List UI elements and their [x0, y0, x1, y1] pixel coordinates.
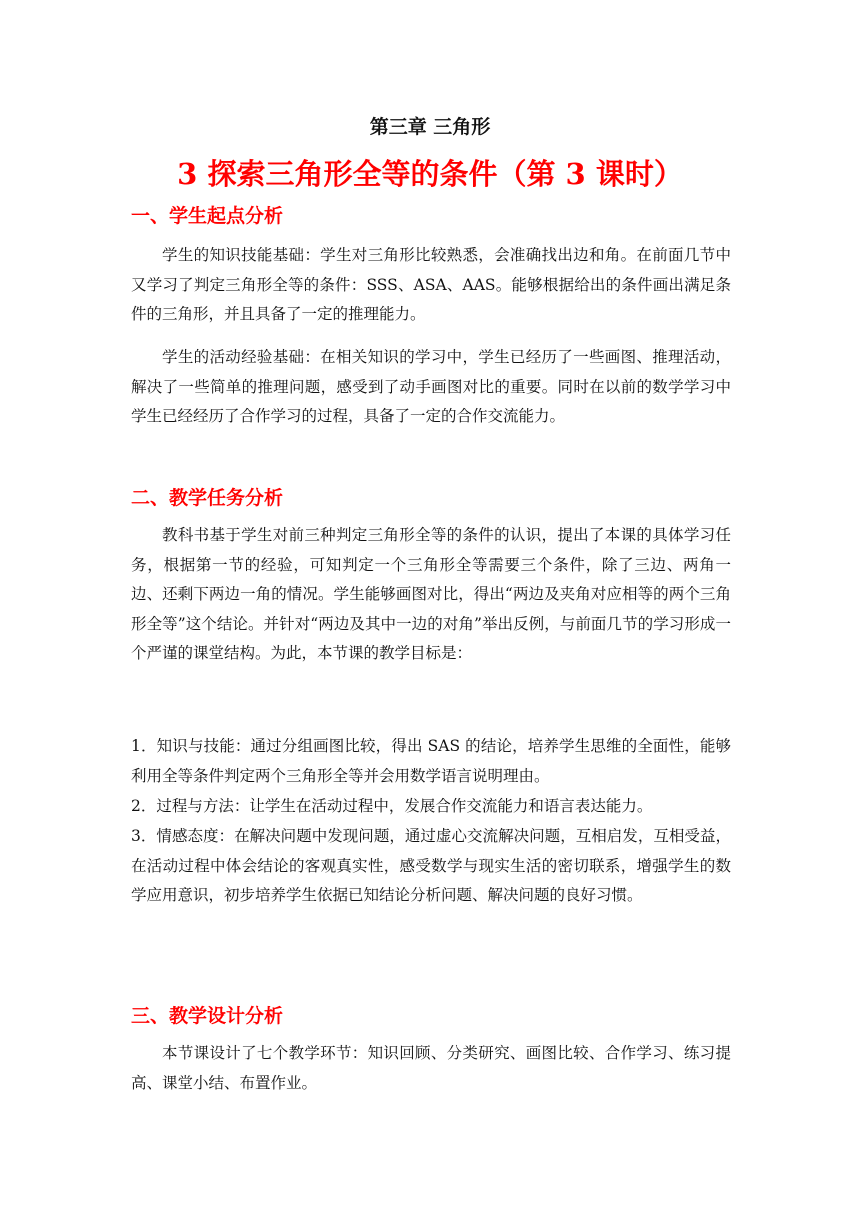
section-heading-1: 一、学生起点分析 — [131, 205, 284, 227]
list-item: 1．知识与技能：通过分组画图比较，得出 SAS 的结论，培养学生思维的全面性，能够利用全等条件判定两个三角形全等并会用数学语言说明理由。 — [131, 737, 731, 785]
paragraph: 本节课设计了七个教学环节：知识回顾、分类研究、画图比较、合作学习、练习提高、课堂小结、布置作业。 — [131, 1044, 731, 1092]
paragraph: 教科书基于学生对前三种判定三角形全等的条件的认识，提出了本课的具体学习任务，根据第一节的经验，可知判定一个三角形全等需要三个条件，除了三边、两角一边、还剩下两边一角的情况。学生能够画图对比，得出“两边及夹角对应相等的两个三角形全等”这个结论。并针对“两边及其中一边的对角”举出反例，与前面几节的学习形成一个严谨的课堂结构。为此，本节课的教学目标是： — [131, 526, 731, 662]
section-heading-3: 三、教学设计分析 — [131, 1005, 284, 1027]
chapter-title: 第三章 三角形 — [369, 116, 491, 138]
lesson-title: 3 探索三角形全等的条件（第 3 课时） — [177, 157, 683, 191]
list-item: 2．过程与方法：让学生在活动过程中，发展合作交流能力和语言表达能力。 — [131, 797, 653, 815]
list-item: 3．情感态度：在解决问题中发现问题，通过虚心交流解决问题，互相启发，互相受益，在活动过程中体会结论的客观真实性，感受数学与现实生活的密切联系，增强学生的数学应用意识，初步培养学生依据已知结论分析问题、解决问题的良好习惯。 — [131, 827, 731, 904]
section-heading-2: 二、教学任务分析 — [131, 487, 284, 509]
paragraph: 学生的知识技能基础：学生对三角形比较熟悉，会准确找出边和角。在前面几节中又学习了判定三角形全等的条件：SSS、ASA、AAS。能够根据给出的条件画出满足条件的三角形，并且具备了一定的推理能力。 — [131, 246, 731, 323]
paragraph: 学生的活动经验基础：在相关知识的学习中，学生已经历了一些画图、推理活动，解决了一些简单的推理问题，感受到了动手画图对比的重要。同时在以前的数学学习中学生已经经历了合作学习的过程，具备了一定的合作交流能力。 — [131, 348, 731, 425]
